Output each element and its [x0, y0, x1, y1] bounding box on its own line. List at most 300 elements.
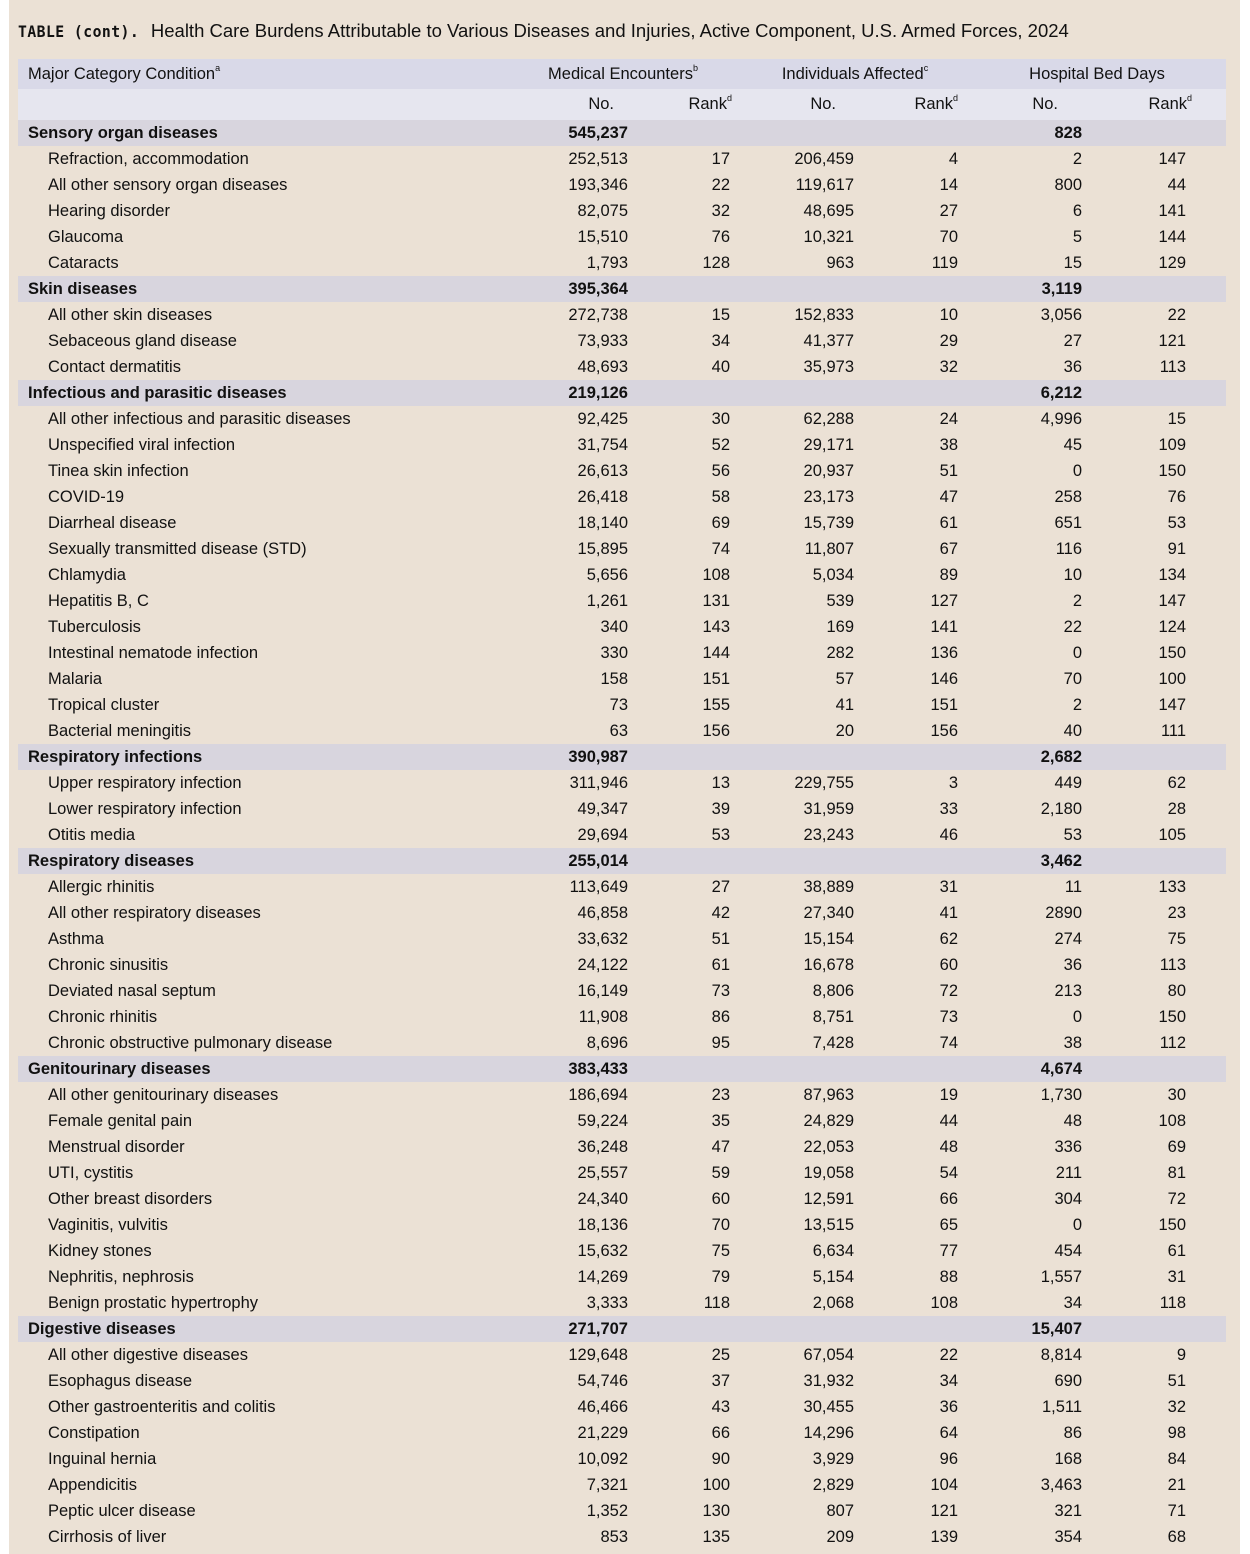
enc-rank: 60 [711, 1190, 730, 1208]
condition-name: UTI, cystitis [48, 1164, 134, 1182]
enc-no: 24,122 [577, 956, 628, 974]
condition-row [18, 536, 1226, 562]
bed-rank: 150 [1158, 1216, 1187, 1234]
category-name: Respiratory diseases [18, 848, 486, 874]
empty-cell [628, 848, 732, 874]
ind-rank: 119 [931, 254, 959, 272]
bed-rank: 32 [1167, 1398, 1187, 1416]
enc-no: 63 [609, 722, 628, 740]
bed-rank: 72 [1167, 1190, 1187, 1208]
ind-no: 7,428 [812, 1034, 854, 1052]
condition-name: Otitis media [48, 826, 136, 844]
category-row [18, 1056, 1226, 1082]
enc-rank: 155 [702, 696, 730, 714]
category-bed-no: 2,682 [958, 744, 1082, 770]
ind-no: 539 [826, 592, 854, 610]
enc-rank: 25 [711, 1346, 730, 1364]
condition-name: Glaucoma [48, 228, 124, 246]
condition-row [18, 1446, 1226, 1472]
condition-name: Contact dermatitis [48, 358, 181, 376]
condition-name: Cataracts [48, 254, 119, 272]
ind-no: 14,296 [803, 1424, 854, 1442]
empty-cell [1082, 744, 1226, 770]
condition-name: Sebaceous gland disease [48, 332, 237, 350]
ind-rank: 4 [948, 150, 959, 168]
ind-rank: 64 [939, 1424, 959, 1442]
category-enc-no: 255,014 [486, 848, 628, 874]
ind-rank: 54 [939, 1164, 959, 1182]
ind-rank: 61 [939, 514, 959, 532]
enc-rank: 73 [711, 982, 730, 1000]
bed-no: 2 [1072, 696, 1083, 714]
bed-no: 168 [1054, 1450, 1083, 1468]
condition-name: Peptic ulcer disease [48, 1502, 196, 1520]
header-ind-no: No. [732, 89, 854, 120]
empty-cell [732, 276, 854, 302]
ind-rank: 41 [939, 904, 959, 922]
ind-rank: 19 [939, 1086, 959, 1104]
condition-row [18, 952, 1226, 978]
bed-rank: 68 [1167, 1528, 1187, 1546]
enc-no: 26,418 [577, 488, 628, 506]
ind-no: 2,829 [812, 1476, 854, 1494]
condition-row [18, 510, 1226, 536]
ind-rank: 74 [939, 1034, 959, 1052]
condition-name: All other digestive diseases [48, 1346, 248, 1364]
empty-cell [854, 380, 958, 406]
bed-no: 116 [1055, 540, 1083, 558]
ind-no: 5,034 [812, 566, 854, 584]
ind-no: 963 [826, 254, 854, 272]
ind-rank: 51 [939, 462, 959, 480]
condition-name: Refraction, accommodation [48, 150, 249, 168]
enc-no: 26,613 [577, 462, 628, 480]
enc-rank: 135 [702, 1528, 730, 1546]
ind-rank: 156 [930, 722, 959, 740]
enc-no: 24,340 [577, 1190, 628, 1208]
ind-rank: 108 [930, 1294, 959, 1312]
enc-rank: 22 [711, 176, 730, 194]
ind-no: 12,591 [803, 1190, 854, 1208]
enc-rank: 151 [702, 670, 730, 688]
bed-no: 8,814 [1040, 1346, 1083, 1364]
empty-cell [732, 848, 854, 874]
enc-rank: 39 [711, 800, 730, 818]
bed-rank: 134 [1158, 566, 1187, 584]
empty-cell [854, 848, 958, 874]
category-name: Respiratory infections [18, 744, 486, 770]
condition-name: Upper respiratory infection [48, 774, 242, 792]
bed-rank: 44 [1167, 176, 1187, 194]
bed-rank: 147 [1158, 592, 1187, 610]
ind-rank: 104 [930, 1476, 959, 1494]
condition-row [18, 354, 1226, 380]
enc-no: 1,352 [586, 1502, 628, 1520]
enc-rank: 90 [711, 1450, 730, 1468]
condition-row [18, 458, 1226, 484]
header-hospital-bed-days: Hospital Bed Days [958, 59, 1226, 89]
condition-row [18, 770, 1226, 796]
enc-rank: 131 [702, 592, 730, 610]
condition-row [18, 562, 1226, 588]
empty-cell [732, 120, 854, 146]
category-bed-no: 6,212 [958, 380, 1082, 406]
enc-no: 158 [600, 670, 628, 688]
ind-no: 87,963 [803, 1086, 854, 1104]
ind-rank: 89 [939, 566, 959, 584]
bed-no: 321 [1054, 1502, 1083, 1520]
bed-no: 651 [1054, 514, 1083, 532]
enc-no: 10,092 [577, 1450, 628, 1468]
enc-no: 21,229 [577, 1424, 628, 1442]
bed-no: 2,180 [1040, 800, 1083, 818]
condition-name: Hepatitis B, C [48, 592, 149, 610]
bed-rank: 133 [1158, 878, 1187, 896]
enc-no: 5,656 [586, 566, 628, 584]
category-enc-no: 390,987 [486, 744, 628, 770]
condition-row [18, 1524, 1226, 1550]
header-bed-rank: Rank$^d$ [1082, 89, 1226, 120]
enc-no: 29,694 [577, 826, 628, 844]
bed-rank: 9 [1176, 1346, 1187, 1364]
ind-no: 23,243 [803, 826, 854, 844]
bed-no: 36 [1063, 358, 1083, 376]
condition-row [18, 1082, 1226, 1108]
bed-no: 22 [1063, 618, 1083, 636]
enc-rank: 58 [711, 488, 730, 506]
enc-rank: 52 [711, 436, 730, 454]
bed-rank: 23 [1167, 904, 1187, 922]
ind-no: 11,807 [804, 540, 854, 558]
enc-rank: 69 [711, 514, 730, 532]
bed-no: 1,730 [1040, 1086, 1083, 1104]
ind-rank: 46 [939, 826, 959, 844]
empty-cell [1082, 1056, 1226, 1082]
header-row-groups [18, 59, 1226, 89]
bed-no: 48 [1063, 1112, 1083, 1130]
ind-rank: 136 [930, 644, 959, 662]
ind-rank: 48 [939, 1138, 959, 1156]
ind-no: 119,617 [795, 176, 854, 194]
ind-rank: 27 [939, 202, 959, 220]
enc-rank: 30 [711, 410, 730, 428]
ind-rank: 72 [939, 982, 959, 1000]
condition-row [18, 796, 1226, 822]
condition-name: Chronic obstructive pulmonary disease [48, 1034, 333, 1052]
condition-name: Unspecified viral infection [48, 436, 236, 454]
bed-rank: 28 [1167, 800, 1187, 818]
enc-no: 3,333 [586, 1294, 628, 1312]
bed-no: 2 [1072, 150, 1083, 168]
enc-no: 18,140 [577, 514, 628, 532]
bed-no: 0 [1072, 1216, 1083, 1234]
enc-no: 113,649 [569, 878, 628, 896]
condition-row [18, 900, 1226, 926]
bed-rank: 31 [1167, 1268, 1187, 1286]
condition-row [18, 1186, 1226, 1212]
bed-rank: 105 [1158, 826, 1187, 844]
condition-name: Tropical cluster [48, 696, 160, 714]
ind-rank: 65 [939, 1216, 959, 1234]
condition-name: Malaria [48, 670, 103, 688]
enc-no: 129,648 [568, 1346, 628, 1364]
empty-cell [732, 380, 854, 406]
bed-no: 38 [1063, 1034, 1083, 1052]
bed-no: 3,056 [1040, 306, 1083, 324]
enc-no: 73 [609, 696, 628, 714]
enc-rank: 56 [711, 462, 730, 480]
enc-no: 92,425 [577, 410, 628, 428]
empty-cell [854, 1316, 958, 1342]
enc-no: 46,858 [577, 904, 628, 922]
header-enc-no: No. [486, 89, 628, 120]
ind-rank: 34 [939, 1372, 959, 1390]
category-bed-no: 828 [958, 120, 1082, 146]
condition-row [18, 198, 1226, 224]
condition-name: Kidney stones [48, 1242, 152, 1260]
category-name: Sensory organ diseases [18, 120, 486, 146]
enc-no: 15,632 [577, 1242, 628, 1260]
ind-no: 5,154 [812, 1268, 854, 1286]
condition-row [18, 1290, 1226, 1316]
condition-name: Tuberculosis [48, 618, 141, 636]
bed-no: 0 [1072, 462, 1083, 480]
condition-row [18, 172, 1226, 198]
bed-no: 1,511 [1041, 1398, 1083, 1416]
enc-rank: 43 [711, 1398, 730, 1416]
enc-rank: 61 [711, 956, 730, 974]
enc-rank: 156 [702, 722, 730, 740]
bed-no: 336 [1054, 1138, 1083, 1156]
condition-row [18, 406, 1226, 432]
enc-rank: 42 [711, 904, 730, 922]
condition-row [18, 718, 1226, 744]
condition-name: Other breast disorders [48, 1190, 213, 1208]
ind-rank: 44 [939, 1112, 959, 1130]
ind-rank: 96 [939, 1450, 959, 1468]
header-ind-rank: Rank$^d$ [854, 89, 958, 120]
category-row [18, 380, 1226, 406]
enc-rank: 118 [703, 1294, 730, 1312]
ind-rank: 67 [939, 540, 959, 558]
ind-no: 19,058 [803, 1164, 854, 1182]
bed-rank: 62 [1167, 774, 1187, 792]
condition-name: Nephritis, nephrosis [48, 1268, 194, 1286]
category-enc-no: 219,126 [486, 380, 628, 406]
bed-rank: 71 [1167, 1502, 1187, 1520]
empty-cell [732, 1316, 854, 1342]
empty-cell [854, 120, 958, 146]
ind-no: 282 [826, 644, 854, 662]
ind-no: 35,973 [803, 358, 854, 376]
enc-no: 340 [600, 618, 628, 636]
empty-cell [628, 380, 732, 406]
enc-rank: 108 [702, 566, 730, 584]
enc-no: 46,466 [577, 1398, 628, 1416]
header-enc-rank: Rank$^d$ [628, 89, 732, 120]
enc-rank: 95 [711, 1034, 730, 1052]
ind-rank: 29 [939, 332, 959, 350]
condition-name: Allergic rhinitis [48, 878, 155, 896]
condition-row [18, 822, 1226, 848]
category-name: Genitourinary diseases [18, 1056, 486, 1082]
bed-no: 40 [1063, 722, 1083, 740]
ind-no: 8,806 [812, 982, 854, 1000]
condition-row [18, 1420, 1226, 1446]
bed-rank: 141 [1158, 202, 1187, 220]
bed-rank: 76 [1167, 488, 1187, 506]
enc-rank: 15 [711, 306, 730, 324]
condition-row [18, 978, 1226, 1004]
bed-rank: 111 [1160, 722, 1187, 740]
empty-cell [628, 744, 732, 770]
condition-row [18, 146, 1226, 172]
bed-rank: 80 [1167, 982, 1187, 1000]
enc-rank: 59 [711, 1164, 730, 1182]
ind-rank: 66 [939, 1190, 959, 1208]
ind-no: 16,678 [803, 956, 854, 974]
header-blank [18, 89, 486, 120]
empty-cell [628, 276, 732, 302]
bed-no: 1,557 [1040, 1268, 1083, 1286]
enc-rank: 144 [702, 644, 730, 662]
bed-no: 449 [1054, 774, 1083, 792]
condition-row [18, 1498, 1226, 1524]
condition-row [18, 588, 1226, 614]
condition-name: Female genital pain [48, 1112, 193, 1130]
enc-no: 8,696 [586, 1034, 628, 1052]
condition-name: Benign prostatic hypertrophy [48, 1294, 259, 1312]
bed-rank: 91 [1167, 540, 1187, 558]
ind-no: 206,459 [794, 150, 854, 168]
ind-no: 62,288 [803, 410, 854, 428]
enc-rank: 35 [711, 1112, 730, 1130]
category-enc-no: 545,237 [486, 120, 628, 146]
enc-no: 31,754 [577, 436, 628, 454]
ind-no: 22,053 [803, 1138, 854, 1156]
ind-no: 169 [826, 618, 854, 636]
category-row [18, 744, 1226, 770]
ind-rank: 36 [939, 1398, 959, 1416]
condition-name: Other gastroenteritis and colitis [48, 1398, 276, 1416]
empty-cell [1082, 120, 1226, 146]
enc-no: 54,746 [577, 1372, 628, 1390]
condition-name: Inguinal hernia [48, 1450, 157, 1468]
condition-name: Hearing disorder [48, 202, 170, 220]
enc-no: 252,513 [568, 150, 628, 168]
bed-rank: 118 [1159, 1294, 1187, 1312]
enc-rank: 130 [702, 1502, 730, 1520]
bed-no: 2890 [1045, 904, 1083, 922]
enc-rank: 13 [711, 774, 730, 792]
enc-no: 1,793 [586, 254, 628, 272]
enc-no: 73,933 [577, 332, 628, 350]
bed-rank: 112 [1159, 1034, 1187, 1052]
condition-row [18, 432, 1226, 458]
ind-no: 67,054 [803, 1346, 854, 1364]
ind-rank: 60 [939, 956, 959, 974]
enc-rank: 143 [702, 618, 730, 636]
condition-row [18, 1238, 1226, 1264]
bed-no: 53 [1063, 826, 1083, 844]
condition-row [18, 1472, 1226, 1498]
condition-name: Chronic sinusitis [48, 956, 169, 974]
enc-rank: 40 [711, 358, 730, 376]
enc-rank: 32 [711, 202, 730, 220]
bed-no: 34 [1063, 1294, 1083, 1312]
table-label: TABLE (cont). [18, 22, 140, 41]
bed-rank: 84 [1167, 1450, 1187, 1468]
enc-rank: 47 [711, 1138, 730, 1156]
enc-rank: 27 [711, 878, 730, 896]
bed-rank: 113 [1159, 358, 1187, 376]
ind-no: 29,171 [803, 436, 854, 454]
bed-rank: 75 [1167, 930, 1187, 948]
ind-rank: 70 [939, 228, 959, 246]
condition-name: Appendicitis [48, 1476, 137, 1494]
bed-no: 274 [1054, 930, 1083, 948]
bed-no: 15 [1063, 254, 1083, 272]
condition-name: All other infectious and parasitic diseases [48, 410, 351, 428]
ind-no: 10,321 [803, 228, 854, 246]
ind-rank: 151 [930, 696, 959, 714]
bed-rank: 21 [1167, 1476, 1187, 1494]
bed-rank: 108 [1158, 1112, 1187, 1130]
ind-no: 152,833 [794, 306, 854, 324]
condition-row [18, 302, 1226, 328]
condition-name: Esophagus disease [48, 1372, 193, 1390]
bed-rank: 150 [1158, 462, 1187, 480]
bed-no: 86 [1063, 1424, 1083, 1442]
empty-cell [1082, 380, 1226, 406]
ind-no: 20,937 [803, 462, 854, 480]
header-condition: Major Category Condition$^a$ [18, 59, 486, 89]
empty-cell [854, 1056, 958, 1082]
ind-no: 13,515 [803, 1216, 854, 1234]
ind-no: 38,889 [803, 878, 854, 896]
enc-rank: 100 [702, 1476, 730, 1494]
condition-name: All other sensory organ diseases [48, 176, 288, 194]
category-enc-no: 395,364 [486, 276, 628, 302]
enc-no: 15,895 [577, 540, 628, 558]
bed-no: 454 [1054, 1242, 1083, 1260]
table-body [18, 120, 1226, 1550]
condition-row [18, 1264, 1226, 1290]
empty-cell [854, 276, 958, 302]
bed-rank: 121 [1158, 332, 1187, 350]
ind-no: 30,455 [803, 1398, 854, 1416]
category-bed-no: 4,674 [958, 1056, 1082, 1082]
bed-rank: 15 [1167, 410, 1187, 428]
empty-cell [628, 1316, 732, 1342]
ind-rank: 141 [930, 618, 959, 636]
ind-rank: 24 [939, 410, 959, 428]
bed-rank: 129 [1158, 254, 1187, 272]
ind-no: 41,377 [803, 332, 854, 350]
bed-no: 354 [1054, 1528, 1083, 1546]
bed-rank: 98 [1167, 1424, 1187, 1442]
health-care-burden-table [18, 59, 1226, 1550]
ind-no: 23,173 [803, 488, 854, 506]
bed-no: 70 [1063, 670, 1083, 688]
ind-no: 48,695 [803, 202, 854, 220]
ind-rank: 121 [930, 1502, 959, 1520]
condition-name: All other respiratory diseases [48, 904, 261, 922]
bed-rank: 147 [1158, 150, 1187, 168]
enc-no: 33,632 [577, 930, 628, 948]
enc-no: 48,693 [577, 358, 628, 376]
bed-no: 211 [1055, 1164, 1083, 1182]
